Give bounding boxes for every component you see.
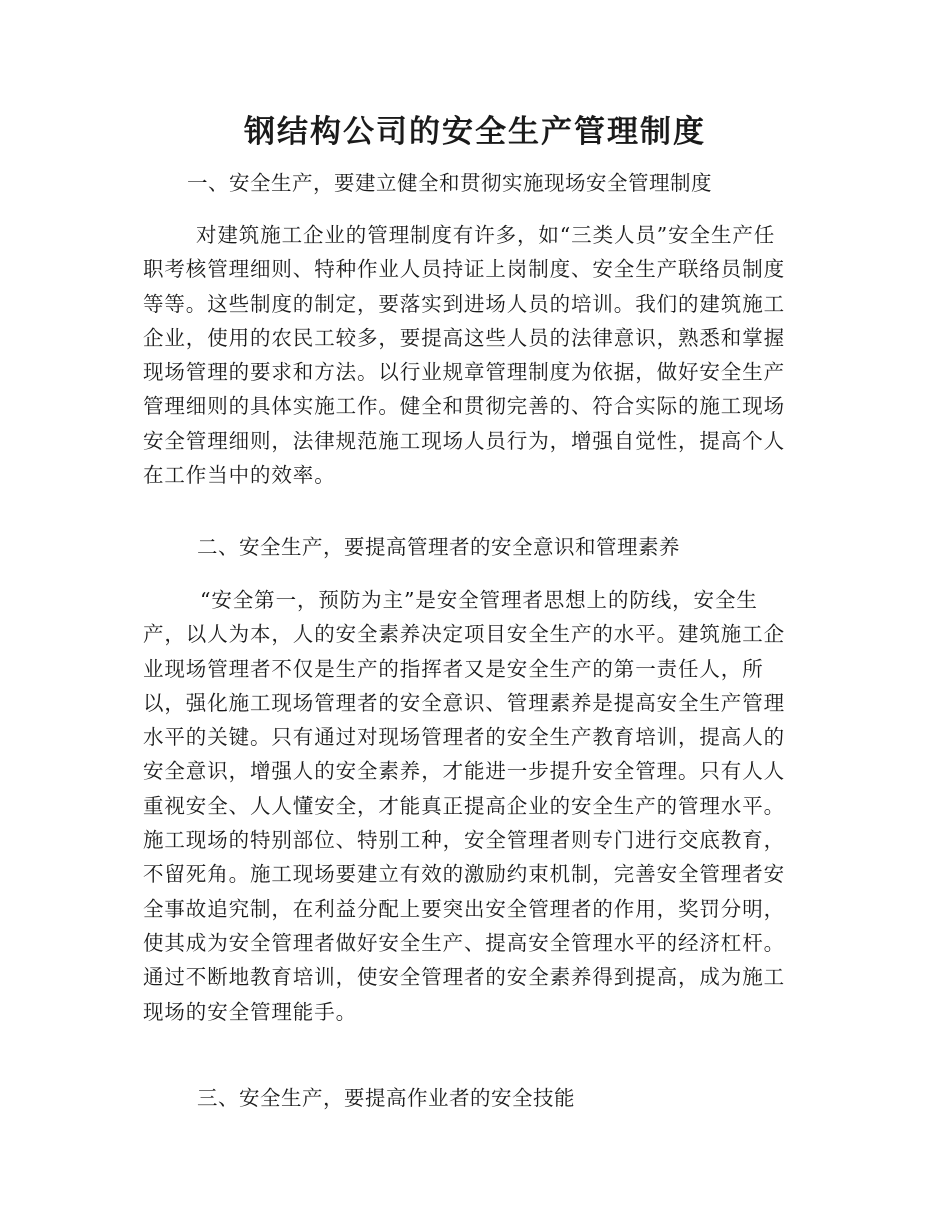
paragraph-line: 在工作当中的效率。	[143, 463, 336, 488]
paragraph-line: 全事故追究制，在利益分配上要突出安全管理者的作用，奖罚分明，	[143, 896, 785, 921]
paragraph-line: 对建筑施工企业的管理制度有许多，如“三类人员”安全生产任	[196, 223, 776, 247]
paragraph-2	[143, 583, 813, 1029]
paragraph-line: 安全管理细则，法律规范施工现场人员行为，增强自觉性，提高个人	[143, 428, 785, 453]
paragraph-line: 安全意识，增强人的安全素养，才能进一步提升安全管理。只有人人	[143, 759, 785, 784]
section-heading-3: 三、安全生产，要提高作业者的安全技能	[197, 1086, 575, 1110]
paragraph-line: 现场的安全管理能手。	[143, 999, 357, 1024]
paragraph-line: 职考核管理细则、特种作业人员持证上岗制度、安全生产联络员制度	[143, 257, 785, 282]
paragraph-line: “安全第一，预防为主”是安全管理者思想上的防线，安全生	[200, 588, 758, 612]
paragraph-line: 使其成为安全管理者做好安全生产、提高安全管理水平的经济杠杆。	[143, 930, 785, 955]
paragraph-line: 施工现场的特别部位、特别工种，安全管理者则专门进行交底教育，	[143, 828, 785, 853]
paragraph-line: 管理细则的具体实施工作。健全和贯彻完善的、符合实际的施工现场	[143, 394, 785, 419]
section-heading-1: 一、安全生产，要建立健全和贯彻实施现场安全管理制度	[187, 171, 712, 195]
paragraph-line: 通过不断地教育培训，使安全管理者的安全素养得到提高，成为施工	[143, 965, 785, 990]
paragraph-line: 现场管理的要求和方法。以行业规章管理制度为依据，做好安全生产	[143, 360, 785, 385]
paragraph-line: 水平的关键。只有通过对现场管理者的安全生产教育培训，提高人的	[143, 725, 785, 750]
paragraph-line: 等等。这些制度的制定，要落实到进场人员的培训。我们的建筑施工	[143, 291, 785, 316]
paragraph-line: 业现场管理者不仅是生产的指挥者又是安全生产的第一责任人，所	[143, 656, 764, 681]
paragraph-line: 企业，使用的农民工较多，要提高这些人员的法律意识，熟悉和掌握	[143, 325, 785, 350]
paragraph-line: 重视安全、人人懂安全，才能真正提高企业的安全生产的管理水平。	[143, 793, 785, 818]
paragraph-line: 不留死角。施工现场要建立有效的激励约束机制，完善安全管理者安	[143, 862, 785, 887]
document-title: 钢结构公司的安全生产管理制度	[244, 114, 706, 150]
paragraph-line: 产，以人为本，人的安全素养决定项目安全生产的水平。建筑施工企	[143, 622, 785, 647]
section-heading-2: 二、安全生产，要提高管理者的安全意识和管理素养	[197, 535, 680, 559]
paragraph-line: 以，强化施工现场管理者的安全意识、管理素养是提高安全生产管理	[143, 690, 785, 715]
paragraph-1	[143, 218, 813, 492]
